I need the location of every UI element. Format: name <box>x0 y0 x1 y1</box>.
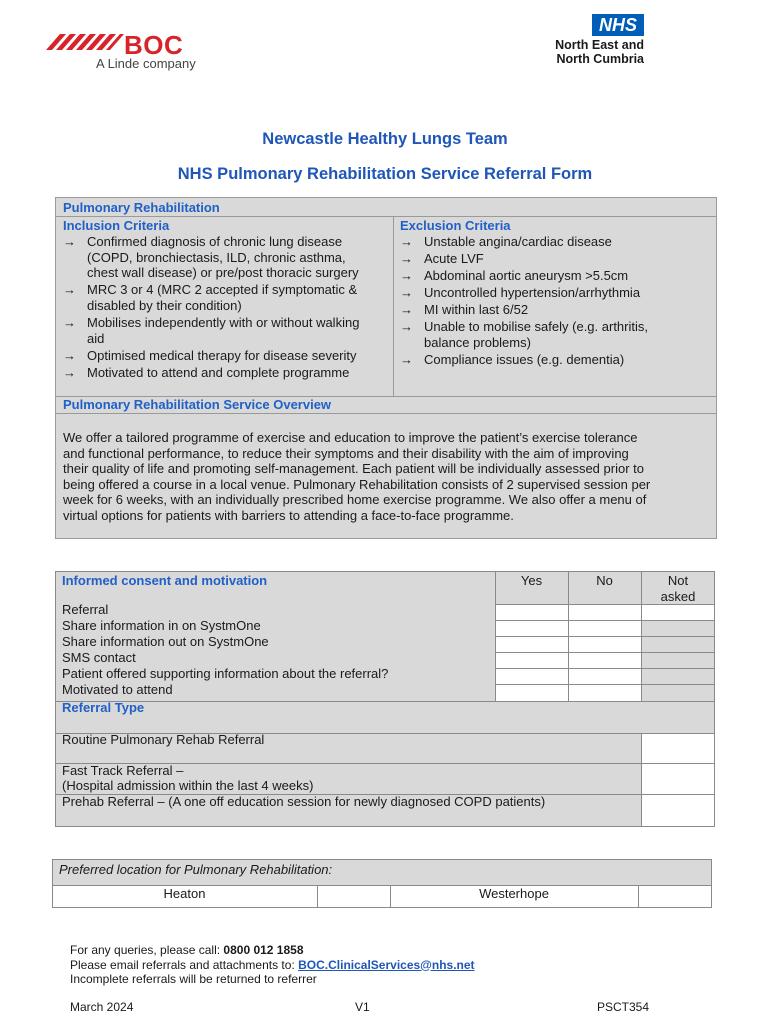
exclusion-item: → Abdominal aortic aneurysm >5.5cm <box>400 268 629 284</box>
footer-contact <box>70 943 475 987</box>
consent-row-label: Share information in on SystmOne <box>62 618 261 633</box>
footer-version: V1 <box>355 1000 370 1014</box>
arrow-icon: → <box>400 251 413 267</box>
fast-track-label-1: Fast Track Referral – <box>62 763 184 778</box>
exclusion-item: → Acute LVF <box>400 251 484 267</box>
routine-referral-checkbox[interactable] <box>642 734 714 763</box>
overview-paragraph: We offer a tailored programme of exercise and education to improve the patient’s exercise tolerance and functional performance, to reduce their symptoms and their disability with the aim of improving their quality of life and promoting self-management. Each patient will be individually assessed prior to being offered a course in a local venue. Pulmonary Rehabilitation consists of 2 supervised session per week for 6 weeks, with an individually prescribed home exercise programme. We also offer a menu of virtual options for patients with barriers to attending a face-to-face programme. <box>63 430 651 523</box>
arrow-icon: → <box>63 364 76 380</box>
phone-number: 0800 012 1858 <box>223 943 304 957</box>
inclusion-item: → Motivated to attend and complete programme <box>63 364 350 380</box>
location-table <box>52 859 712 908</box>
location-heading: Preferred location for Pulmonary Rehabilitation: <box>59 862 333 877</box>
arrow-icon: → <box>63 234 76 249</box>
yes-checkbox[interactable] <box>496 653 568 668</box>
inclusion-list <box>63 234 389 382</box>
inclusion-item: → Mobilises independently with or without walking aid <box>63 314 360 346</box>
nhs-trust-line2: North Cumbria <box>556 52 644 66</box>
yes-checkbox[interactable] <box>496 621 568 636</box>
exclusion-heading: Exclusion Criteria <box>400 218 511 233</box>
no-checkbox[interactable] <box>569 637 641 652</box>
boc-tagline: A Linde company <box>96 56 196 71</box>
not-asked-checkbox[interactable] <box>642 605 714 620</box>
col-not-asked: Not asked <box>660 573 696 604</box>
fast-track-checkbox[interactable] <box>642 764 714 794</box>
footer-incomplete-note: Incomplete referrals will be returned to referrer <box>70 972 317 986</box>
arrow-icon: → <box>63 282 76 298</box>
team-title: Newcastle Healthy Lungs Team <box>262 130 508 148</box>
consent-row-label: Patient offered supporting information about the referral? <box>62 666 389 681</box>
inclusion-item: → Optimised medical therapy for disease severity <box>63 347 357 363</box>
consent-row-label: Share information out on SystmOne <box>62 634 269 649</box>
yes-checkbox[interactable] <box>496 605 568 620</box>
consent-row-label: Motivated to attend <box>62 682 173 697</box>
arrow-icon: → <box>400 234 413 249</box>
nhs-badge: NHS <box>592 14 644 36</box>
no-checkbox[interactable] <box>569 653 641 668</box>
email-link[interactable]: BOC.ClinicalServices@nhs.net <box>298 957 475 972</box>
no-checkbox[interactable] <box>569 605 641 620</box>
overview-heading: Pulmonary Rehabilitation Service Overview <box>63 397 332 412</box>
consent-table <box>55 571 715 827</box>
location-westerhope-label: Westerhope <box>479 886 549 901</box>
footer-date: March 2024 <box>70 1000 134 1014</box>
exclusion-item: → Uncontrolled hypertension/arrhythmia <box>400 285 641 301</box>
consent-row-label: Referral <box>62 602 109 617</box>
nhs-trust-name <box>542 38 644 66</box>
consent-heading: Informed consent and motivation <box>62 573 268 588</box>
prehab-checkbox[interactable] <box>642 795 714 826</box>
inclusion-heading: Inclusion Criteria <box>63 218 170 233</box>
nhs-trust-line1: North East and <box>555 38 644 52</box>
exclusion-list <box>400 234 710 369</box>
fast-track-label-2: (Hospital admission within the last 4 weeks) <box>62 778 314 793</box>
arrow-icon: → <box>400 319 413 335</box>
inclusion-item: → MRC 3 or 4 (MRC 2 accepted if symptomatic & disabled by their condition) <box>63 282 358 313</box>
exclusion-item: → MI within last 6/52 <box>400 302 529 318</box>
exclusion-item: → Compliance issues (e.g. dementia) <box>400 352 625 368</box>
arrow-icon: → <box>63 314 76 330</box>
prehab-label: Prehab Referral – (A one off education session for newly diagnosed COPD patients) <box>62 794 546 809</box>
boc-brand-name: BOC <box>124 30 184 60</box>
exclusion-item: → Unable to mobilise safely (e.g. arthritis, balance problems) <box>400 319 648 351</box>
consent-row-label: SMS contact <box>62 650 136 665</box>
arrow-icon: → <box>400 302 413 318</box>
footer-phone-line: For any queries, please call: 0800 012 1858 <box>70 943 304 957</box>
arrow-icon: → <box>63 347 76 363</box>
location-heaton-label: Heaton <box>163 886 206 901</box>
inclusion-item: → Confirmed diagnosis of chronic lung disease (COPD, bronchiectasis, ILD, chronic asthma, chest wall disease) or pre/post thoracic surgery <box>63 234 359 281</box>
arrow-icon: → <box>400 352 413 368</box>
col-no: No <box>596 573 613 588</box>
routine-referral-label: Routine Pulmonary Rehab Referral <box>62 732 265 747</box>
yes-checkbox[interactable] <box>496 637 568 652</box>
col-yes: Yes <box>520 573 543 588</box>
no-checkbox[interactable] <box>569 669 641 684</box>
arrow-icon: → <box>400 285 413 301</box>
yes-checkbox[interactable] <box>496 669 568 684</box>
footer-code: PSCT354 <box>597 1000 650 1014</box>
location-westerhope-checkbox[interactable] <box>639 886 711 907</box>
yes-checkbox[interactable] <box>496 685 568 700</box>
no-checkbox[interactable] <box>569 685 641 700</box>
footer-email-line: Please email referrals and attachments to: BOC.ClinicalServices@nhs.net <box>70 957 475 972</box>
location-heaton-checkbox[interactable] <box>318 886 390 907</box>
pr-heading: Pulmonary Rehabilitation <box>63 200 220 215</box>
exclusion-item: → Unstable angina/cardiac disease <box>400 234 612 249</box>
no-checkbox[interactable] <box>569 621 641 636</box>
referral-type-heading: Referral Type <box>62 700 145 715</box>
form-title: NHS Pulmonary Rehabilitation Service Referral Form <box>177 165 593 183</box>
pulmonary-rehab-box <box>55 197 717 539</box>
arrow-icon: → <box>400 268 413 284</box>
